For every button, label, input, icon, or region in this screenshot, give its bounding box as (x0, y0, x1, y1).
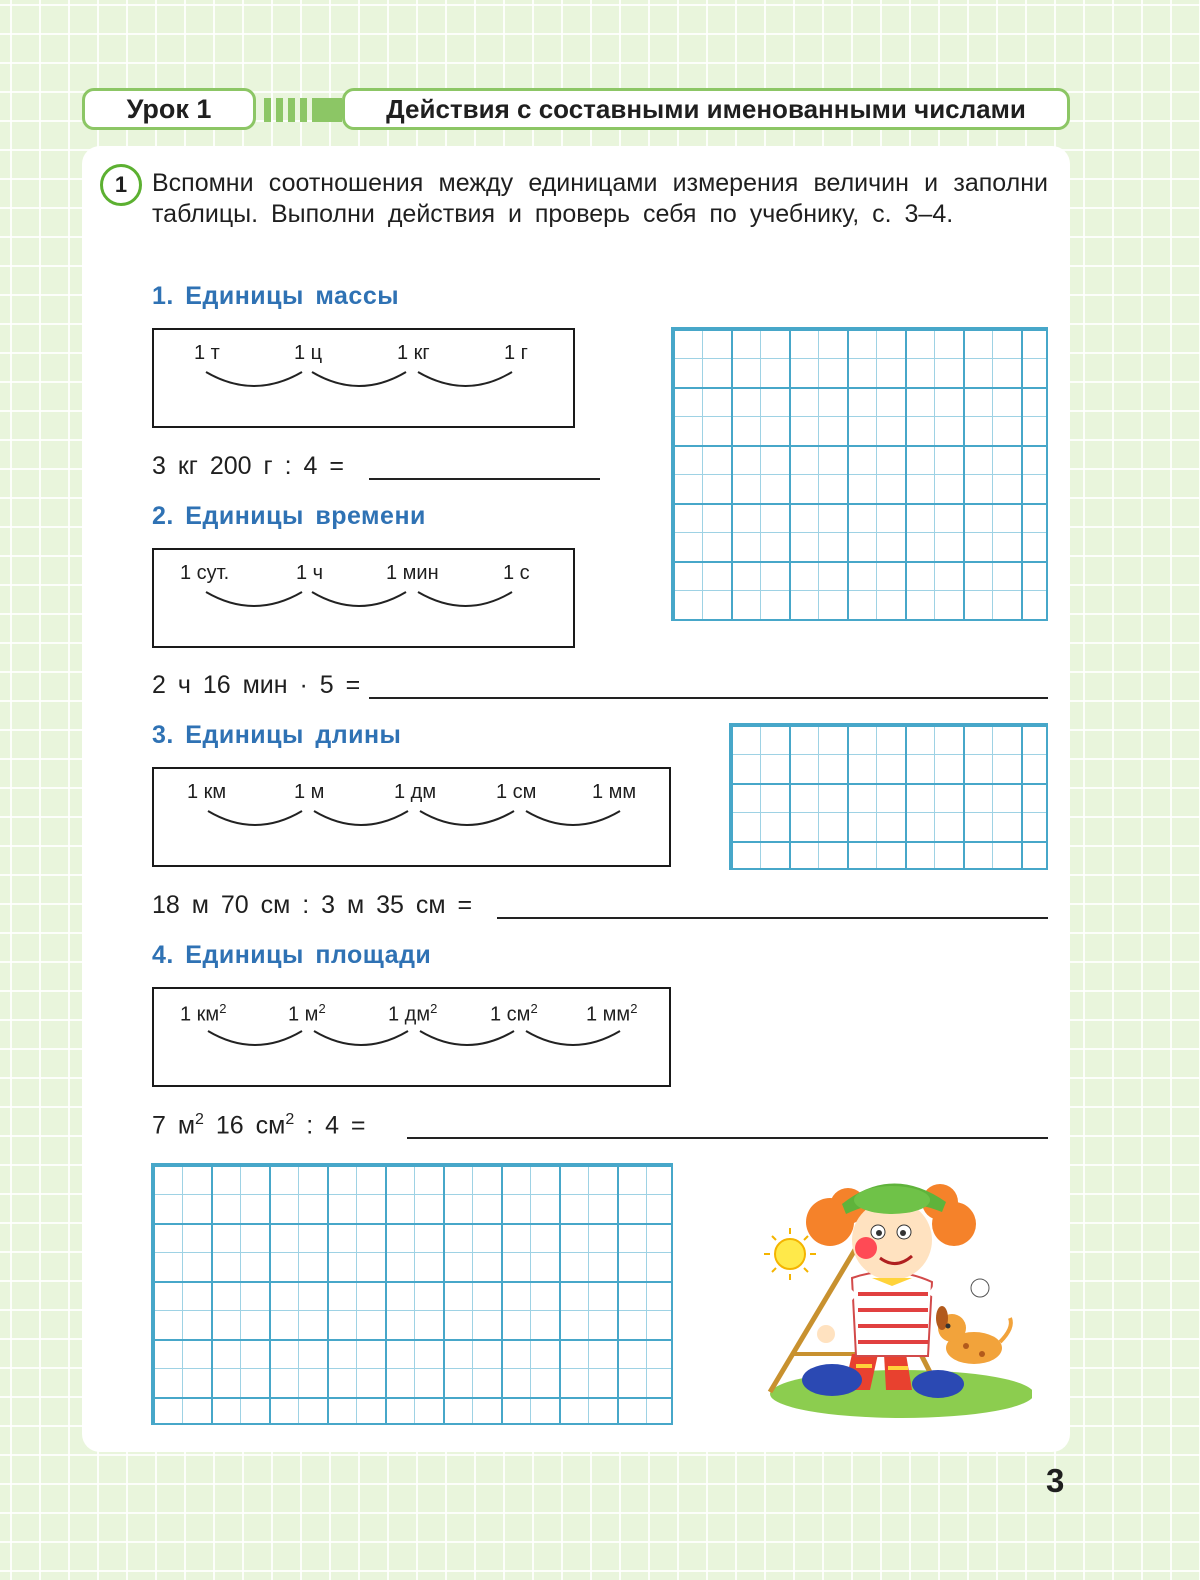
unit-label: 1 $км^2$ (180, 1001, 227, 1026)
header-bar-block (312, 98, 342, 122)
task-number: 1 (114, 172, 128, 197)
unit-label: 1 $м^2$ (288, 1001, 326, 1026)
conversion-arc (526, 1031, 620, 1045)
unit-label: 1 см (496, 781, 537, 803)
answer-line-mass[interactable] (369, 478, 600, 480)
conversion-arc (418, 372, 512, 386)
header-bar-stripe (276, 98, 283, 122)
clown-with-compass-illustration (752, 1178, 1032, 1422)
answer-line-time[interactable] (369, 697, 1048, 699)
unit-label: 1 сут. (180, 562, 230, 584)
topic-tag (342, 88, 1070, 130)
header-bar-stripe (264, 98, 271, 122)
section-heading-area: 4. Единицы площади (152, 941, 432, 969)
unit-label: 1 $дм^2$ (388, 1001, 438, 1026)
lesson-tag (82, 88, 256, 130)
expression-mass: 3 кг 200 г : 4 = (152, 452, 344, 480)
units-box-length (152, 767, 671, 867)
answer-line-area[interactable] (407, 1137, 1048, 1139)
conversion-arcs (154, 330, 577, 430)
units-box-area (152, 987, 671, 1087)
section-heading-mass: 1. Единицы массы (152, 282, 400, 310)
conversion-arc (420, 1031, 514, 1045)
conversion-arc (312, 592, 406, 606)
expression-area: 7 $м^2$ 16 $см^2$ : 4 = (152, 1111, 366, 1140)
conversion-arc (420, 811, 514, 825)
conversion-arcs (154, 989, 673, 1089)
conversion-arc (314, 811, 408, 825)
squared-grid-3[interactable] (151, 1163, 673, 1425)
conversion-arc (206, 372, 302, 386)
conversion-arc (208, 811, 302, 825)
unit-label: 1 кг (397, 342, 430, 364)
unit-label: 1 $см^2$ (490, 1001, 538, 1026)
section-heading-time: 2. Единицы времени (152, 502, 426, 530)
unit-label: 1 м (294, 781, 325, 803)
units-box-time (152, 548, 575, 648)
conversion-arc (206, 592, 302, 606)
unit-label: 1 ц (294, 342, 323, 364)
squared-grid-1[interactable] (671, 327, 1048, 621)
unit-label: 1 с (503, 562, 530, 584)
units-box-mass (152, 328, 575, 428)
conversion-arc (314, 1031, 408, 1045)
conversion-arcs (154, 769, 673, 869)
conversion-arcs (154, 550, 577, 650)
unit-label: 1 $мм^2$ (586, 1001, 638, 1026)
expression-time: 2 ч 16 мин · 5 = (152, 671, 361, 699)
unit-label: 1 мин (386, 562, 439, 584)
unit-label: 1 ч (296, 562, 324, 584)
conversion-arc (312, 372, 406, 386)
unit-label: 1 т (194, 342, 220, 364)
unit-label: 1 дм (394, 781, 437, 803)
unit-label: 1 г (504, 342, 528, 364)
header-bar-stripe (288, 98, 295, 122)
expression-length: 18 м 70 см : 3 м 35 см = (152, 891, 473, 919)
task-instruction: Вспомни соотношения между единицами измерения величин и заполни таблицы. Выполни действия и проверь себя по учебнику, с. 3–4. (152, 169, 1048, 228)
unit-label: 1 мм (592, 781, 637, 803)
section-heading-length: 3. Единицы длины (152, 721, 402, 749)
lesson-label: Урок 1 (126, 93, 212, 124)
conversion-arc (526, 811, 620, 825)
unit-label: 1 км (187, 781, 227, 803)
page-number: 3 (1046, 1462, 1065, 1499)
squared-grid-2[interactable] (729, 723, 1048, 870)
task-number-badge (100, 164, 142, 206)
topic-title: Действия с составными именованными числами (386, 93, 1026, 124)
conversion-arc (418, 592, 512, 606)
answer-line-length[interactable] (497, 917, 1048, 919)
conversion-arc (208, 1031, 302, 1045)
header-bar-stripe (300, 98, 307, 122)
